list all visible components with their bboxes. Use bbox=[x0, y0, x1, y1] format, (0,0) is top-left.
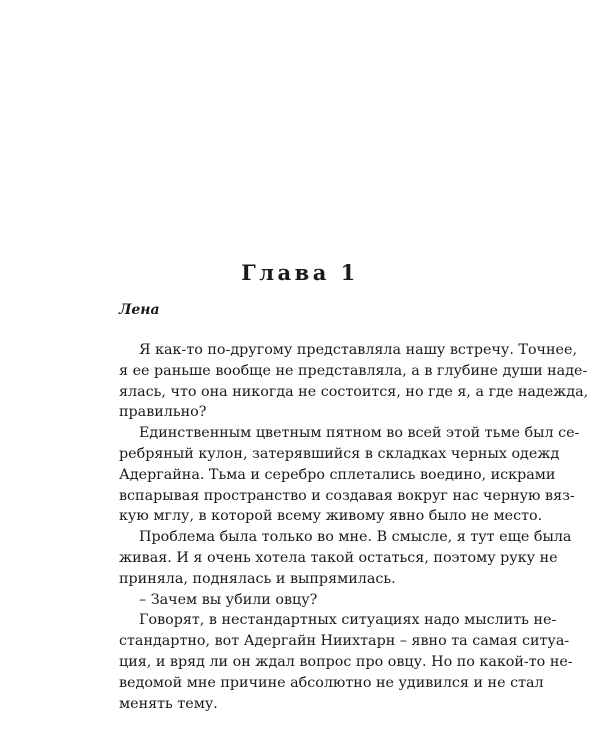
text-line: Проблема была только во мне. В смысле, я тут еще была bbox=[139, 529, 572, 546]
chapter-subtitle: Лена bbox=[119, 302, 160, 318]
text-line: ведомой мне причине абсолютно не удивился и не стал bbox=[119, 674, 544, 691]
text-line: живая. И я очень хотела такой остаться, поэтому руку не bbox=[119, 549, 558, 566]
text-line: менять тему. bbox=[119, 695, 218, 712]
text-line: Я как-то по-другому представляла нашу встречу. Точнее, bbox=[139, 342, 577, 358]
body-text bbox=[119, 340, 589, 714]
text-line: я ее раньше вообще не представляла, а в глубине души наде- bbox=[119, 362, 588, 379]
text-line: ребряный кулон, затерявшийся в складках черных одежд bbox=[119, 445, 560, 462]
text-line: кую мглу, в которой всему живому явно было не место. bbox=[119, 508, 543, 525]
text-line: ялась, что она никогда не состоится, но где я, а где надежда, bbox=[119, 383, 589, 400]
chapter-title: Глава 1 bbox=[241, 260, 359, 285]
text-line: Единственным цветным пятном во всей этой тьме был се- bbox=[139, 425, 580, 442]
text-line: ция, и вряд ли он ждал вопрос про овцу. Но по какой-то не- bbox=[119, 653, 573, 670]
text-line: вспарывая пространство и создавая вокруг нас черную вяз- bbox=[119, 487, 575, 504]
text-line: стандартно, вот Адергайн Ниихтарн – явно та самая ситуа- bbox=[119, 633, 570, 650]
text-line: приняла, поднялась и выпрямилась. bbox=[119, 570, 396, 587]
text-line: Говорят, в нестандартных ситуациях надо мыслить не- bbox=[139, 612, 557, 629]
text-line: правильно? bbox=[119, 404, 207, 421]
text-line: – Зачем вы убили овцу? bbox=[139, 591, 318, 608]
text-line: Адергайна. Тьма и серебро сплетались воедино, искрами bbox=[119, 466, 556, 483]
